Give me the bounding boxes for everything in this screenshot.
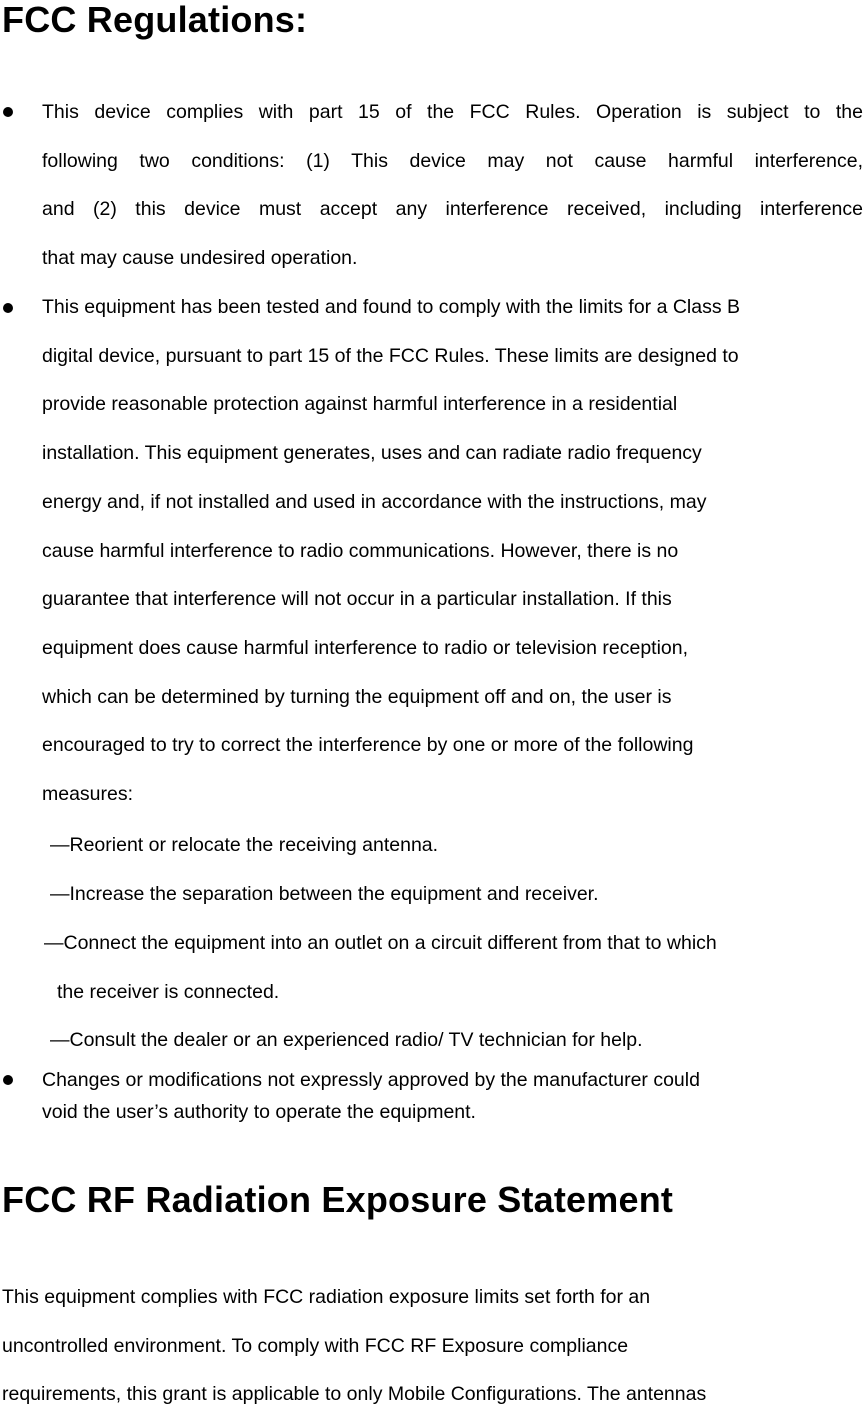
text-line: that may cause undesired operation. [42, 247, 358, 270]
bullet-icon [3, 1075, 13, 1085]
text-line: cause harmful interference to radio communications. However, there is no [42, 539, 679, 562]
text-line: void the user’s authority to operate the equipment. [42, 1101, 476, 1123]
paragraph-class-b-limits [42, 283, 863, 819]
text-line: provide reasonable protection against harmful interference in a residential [42, 393, 678, 416]
text-line: This equipment has been tested and found to comply with the limits for a Class B [42, 296, 741, 318]
bullet-icon [3, 107, 13, 117]
bullet-icon [3, 303, 13, 313]
text-line: measures: [42, 783, 134, 806]
text-line: This equipment complies with FCC radiation exposure limits set forth for an [2, 1286, 651, 1308]
measure-item: —Consult the dealer or an experienced radio/ TV technician for help. [50, 1029, 643, 1051]
text-line: guarantee that interference will not occur in a particular installation. If this [42, 588, 672, 611]
text-line: energy and, if not installed and used in accordance with the instructions, may [42, 490, 707, 513]
text-line: Changes or modifications not expressly approved by the manufacturer could [42, 1069, 700, 1091]
section-title-fcc-regulations: FCC Regulations: [2, 0, 308, 40]
text-line: requirements, this grant is applicable to only Mobile Configurations. The antennas [2, 1383, 707, 1406]
measure-item: —Reorient or relocate the receiving antenna. [50, 834, 439, 856]
text-line: installation. This equipment generates, uses and can radiate radio frequency [42, 442, 702, 465]
text-line: equipment does cause harmful interference to radio or television reception, [42, 636, 689, 659]
text-line: uncontrolled environment. To comply with FCC RF Exposure compliance [2, 1334, 629, 1357]
text-line: following two conditions: (1) This device may not cause harmful interference, [42, 149, 863, 172]
text-line: digital device, pursuant to part 15 of the FCC Rules. These limits are designed to [42, 344, 739, 367]
measure-item: —Increase the separation between the equipment and receiver. [50, 883, 599, 905]
text-line: This device complies with part 15 of the FCC Rules. Operation is subject to the [42, 101, 863, 123]
measure-item: —Connect the equipment into an outlet on a circuit different from that to which [44, 932, 717, 954]
measure-item: the receiver is connected. [57, 981, 280, 1003]
text-line: which can be determined by turning the equipment off and on, the user is [42, 685, 672, 708]
text-line: and (2) this device must accept any interference received, including interference [42, 198, 863, 221]
paragraph-rf-exposure [2, 1273, 863, 1419]
section-title-rf-exposure: FCC RF Radiation Exposure Statement [2, 1179, 674, 1220]
text-line: encouraged to try to correct the interference by one or more of the following [42, 734, 694, 757]
paragraph-part15-compliance [42, 88, 863, 283]
paragraph-modifications-warning [42, 1064, 863, 1128]
